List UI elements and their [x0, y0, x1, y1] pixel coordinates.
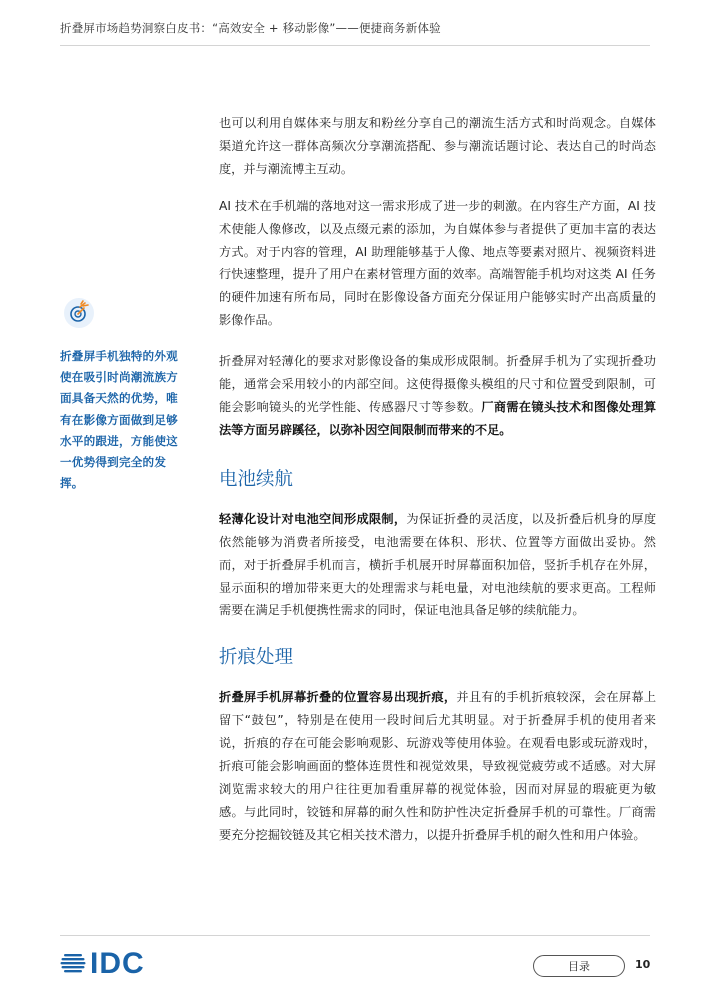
main-content [219, 112, 656, 847]
lightning-target-icon [64, 298, 94, 328]
imaging-limits-emphasis: 厂商需在镜头技术和图像处理算法等方面另辟蹊径，以弥补因空间限制而带来的不足。 [219, 399, 657, 437]
paragraph-crease [219, 686, 656, 846]
footer-divider [60, 935, 650, 936]
page-header-title: 折叠屏市场趋势洞察白皮书：“高效安全 + 移动影像”——便捷商务新体验 [60, 21, 441, 35]
imaging-limits-text: 折叠屏对轻薄化的要求对影像设备的集成形成限制。折叠屏手机为了实现折叠功能，通常会采用较小的内部空间。这使得摄像头模组的尺寸和位置受到限制，可能会影响镜头的光学性能、传感器尺寸等参数。 [219, 354, 656, 414]
paragraph-ai-technology: AI 技术在手机端的落地对这一需求形成了进一步的刺激。在内容生产方面，AI 技术使能人像修改，以及点缀元素的添加，为自媒体参与者提供了更加丰富的表达方式。对于内容的管理，AI 助理能够基于人像、地点等要素对照片、视频资料进行快速整理，提升了用户在素材管理方面的效率。高端智能手机均对这类 AI 任务的硬件加速有所布局，同时在影像设备方面充分保证用户能够实时产出高质量的影像作品。 [219, 198, 656, 328]
logo-text: IDC [90, 947, 145, 980]
table-of-contents-button[interactable]: 目录 [533, 955, 625, 977]
battery-text: 为保证折叠的灵活度，以及折叠后机身的厚度依然能够为消费者所接受，电池需要在体积、形状、位置等方面做出妥协。然而，对于折叠屏手机而言，横折手机展开时屏幕面积加倍，竖折手机存在外屏，显示面积的增加带来更大的处理需求与耗电量，对电池续航的要求更高。工程师需要在满足手机便携性需求的同时，保证电池具备足够的续航能力。 [219, 511, 657, 618]
paragraph-battery [219, 508, 656, 623]
globe-icon [60, 951, 86, 977]
paragraph-media-sharing: 也可以利用自媒体来与朋友和粉丝分享自己的潮流生活方式和时尚观念。自媒体渠道允许这一群体高频次分享潮流搭配、参与潮流话题讨论、表达自己的时尚态度，并与潮流博主互动。 [219, 116, 656, 176]
sidebar-callout-text: 折叠屏手机独特的外观使在吸引时尚潮流族方面具备天然的优势，唯有在影像方面做到足够水平的跟进，方能使这一优势得到完全的发挥。 [60, 349, 178, 491]
paragraph-imaging-limits [219, 350, 656, 442]
crease-text: 并且有的手机折痕较深，会在屏幕上留下“鼓包”，特别是在使用一段时间后尤其明显。对于折叠屏手机的使用者来说，折痕的存在可能会影响观影、玩游戏等使用体验。在观看电影或玩游戏时，折痕可能会影响画面的整体连贯性和视觉效果，导致视觉疲劳或不适感。对大屏浏览需求较大的用户往往更加看重屏幕的视觉体验，因而对屏显的瑕疵更为敏感。与此同时，铰链和屏幕的耐久性和防护性决定折叠屏手机的可靠性。厂商需要充分挖掘铰链及其它相关技术潜力，以提升折叠屏手机的耐久性和用户体验。 [219, 690, 657, 842]
header-divider [60, 45, 650, 46]
idc-logo [60, 947, 145, 980]
battery-emphasis: 轻薄化设计对电池空间形成限制， [219, 511, 407, 526]
crease-emphasis: 折叠屏手机屏幕折叠的位置容易出现折痕， [219, 690, 457, 705]
sidebar-callout-box [60, 298, 180, 494]
section-heading-battery: 电池续航 [219, 468, 294, 490]
section-heading-crease: 折痕处理 [219, 647, 294, 669]
page-number: 10 [635, 958, 651, 971]
